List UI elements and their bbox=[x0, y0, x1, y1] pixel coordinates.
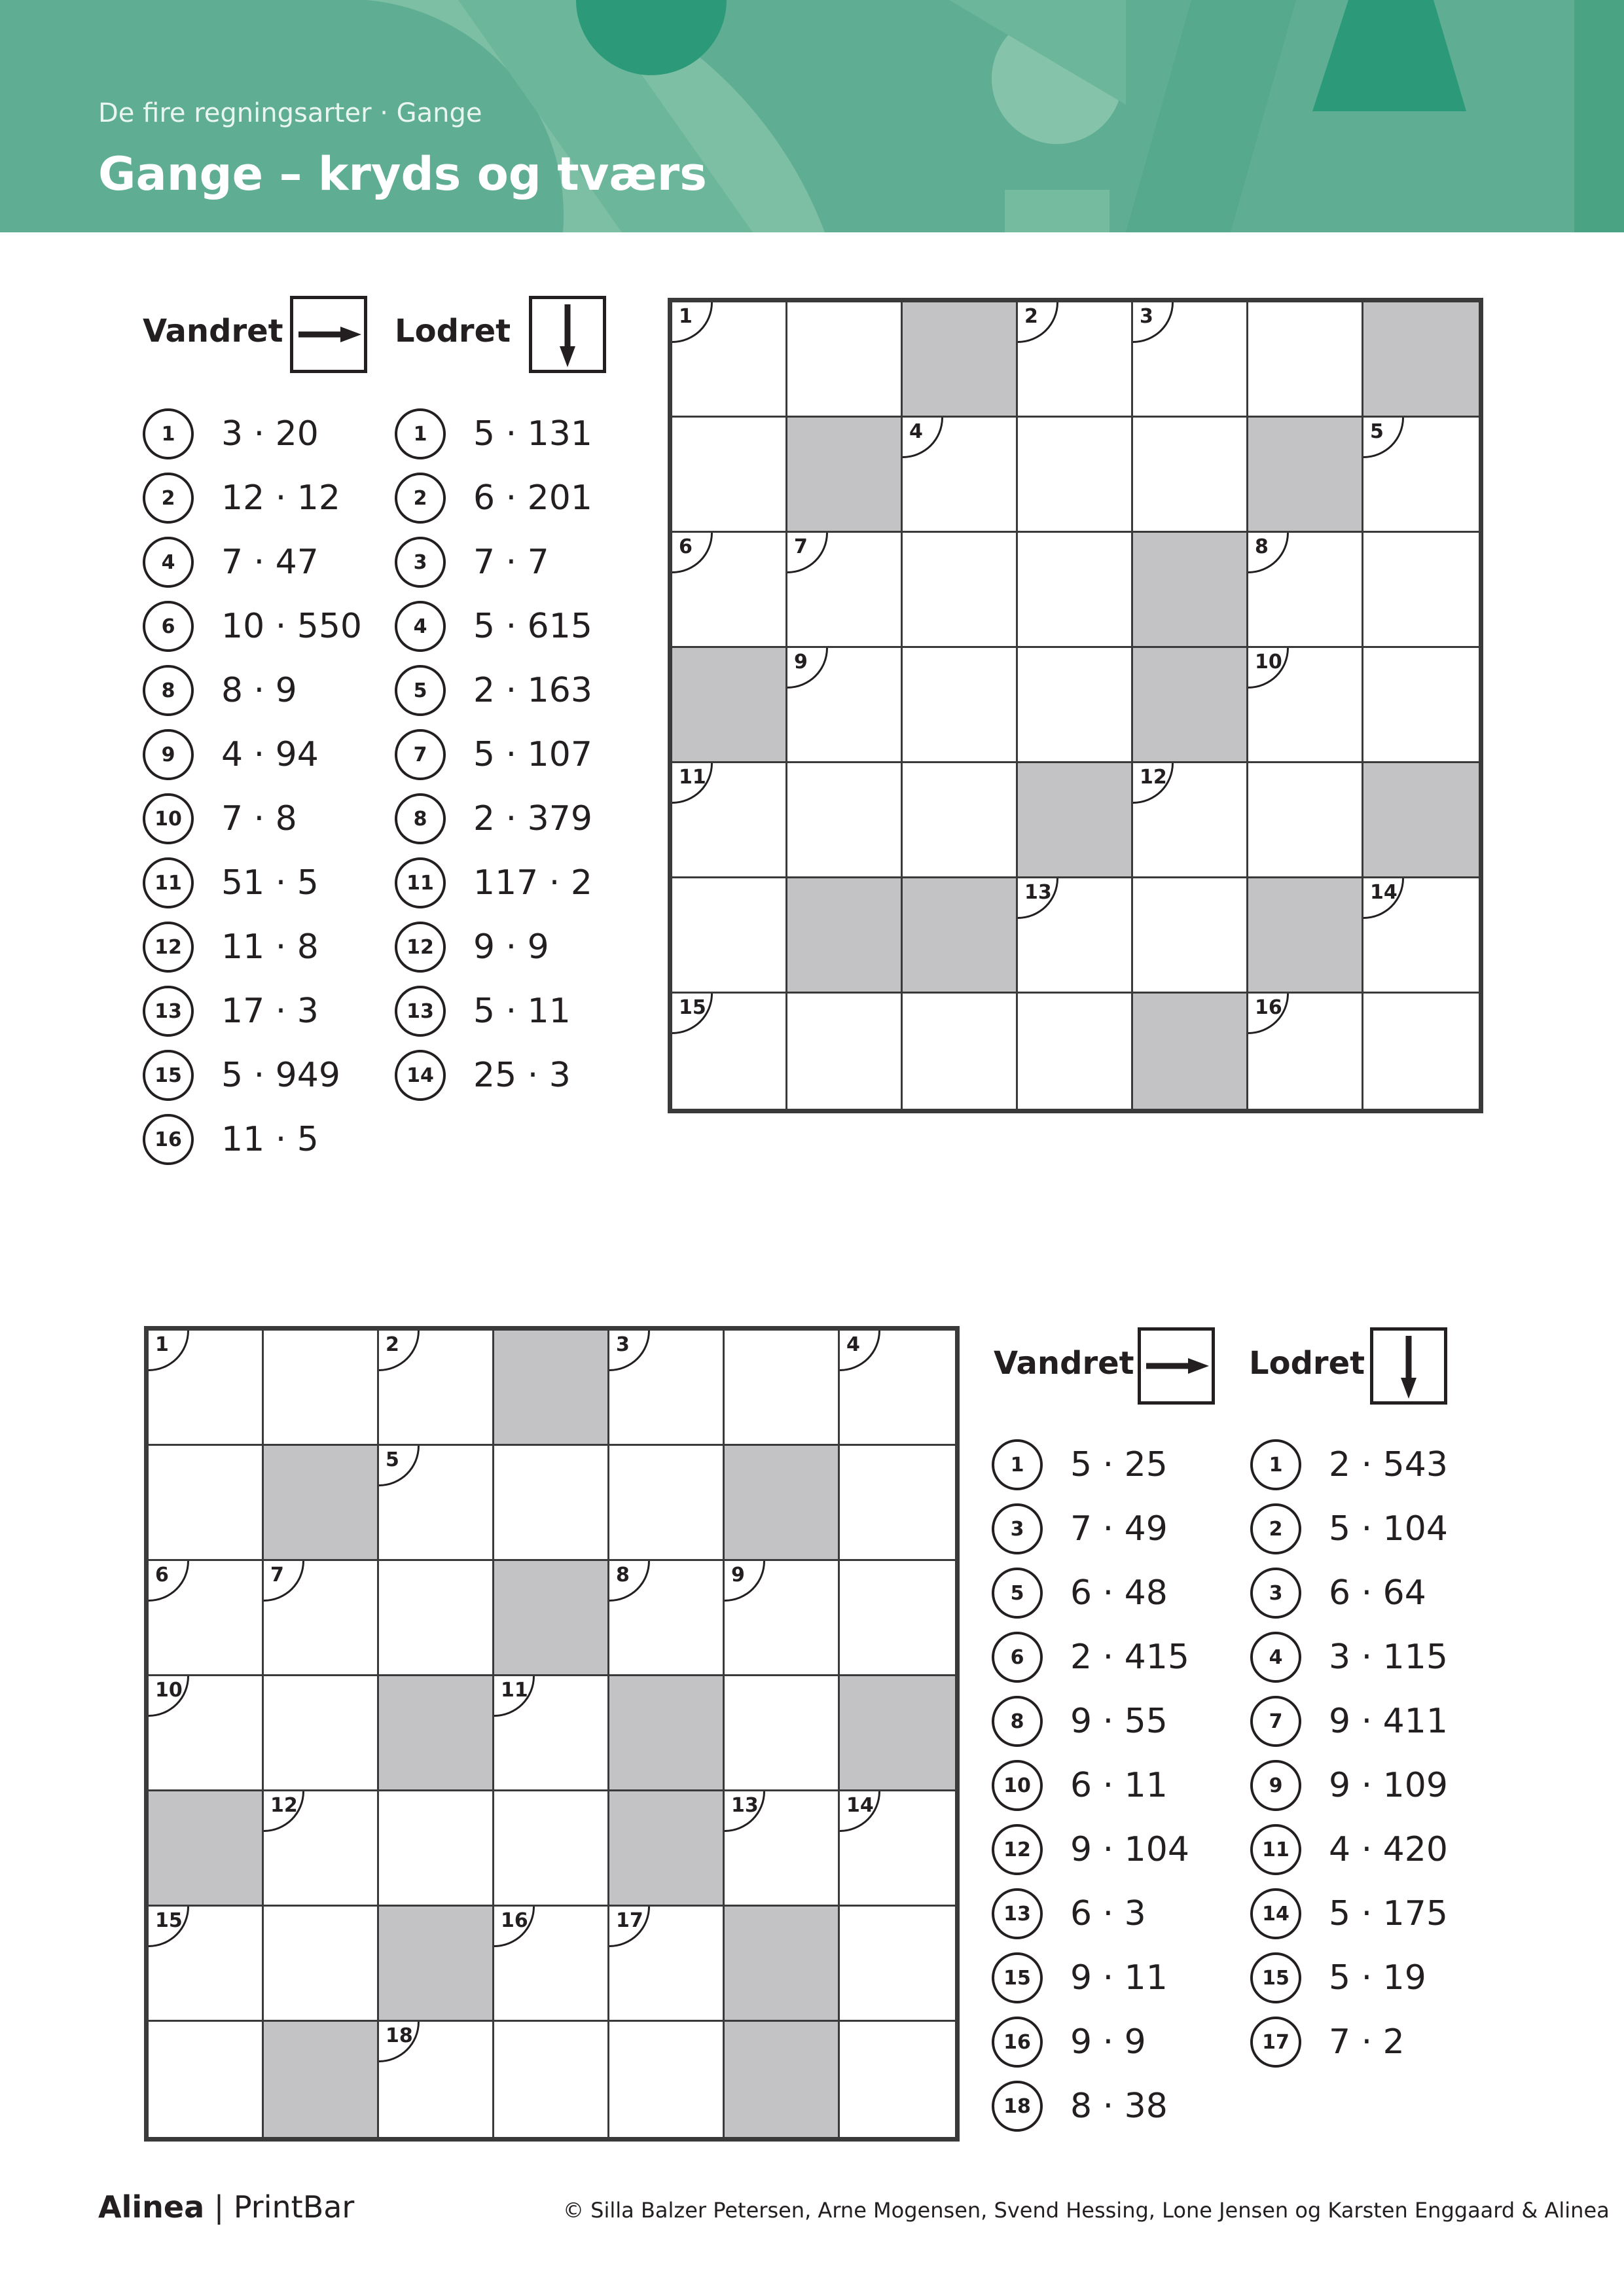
cell-number: 10 bbox=[1248, 648, 1289, 689]
clue-number: 16 bbox=[143, 1114, 194, 1165]
clue-item bbox=[1250, 1952, 1426, 2004]
clue-expression: 5 · 949 bbox=[221, 1056, 340, 1095]
clue-item bbox=[992, 1952, 1168, 2004]
grid-cell[interactable] bbox=[609, 2022, 725, 2137]
grid-cell[interactable] bbox=[494, 1676, 609, 1791]
clue-item bbox=[143, 728, 319, 781]
clue-expression: 17 · 3 bbox=[221, 992, 319, 1031]
clue-number: 13 bbox=[143, 986, 194, 1037]
grid-cell[interactable] bbox=[494, 2022, 609, 2137]
clue-number: 4 bbox=[1250, 1632, 1301, 1683]
clue-number: 7 bbox=[395, 729, 446, 780]
clue-expression: 2 · 415 bbox=[1070, 1638, 1189, 1677]
clue-expression: 5 · 19 bbox=[1329, 1958, 1426, 1998]
cell-number: 6 bbox=[672, 533, 713, 573]
clue-number: 14 bbox=[395, 1050, 446, 1101]
clue-expression: 7 · 7 bbox=[473, 543, 549, 582]
clue-expression: 7 · 2 bbox=[1329, 2022, 1405, 2062]
clue-item bbox=[395, 921, 549, 973]
clue-expression: 7 · 8 bbox=[221, 799, 297, 838]
clue-item bbox=[1250, 2016, 1405, 2068]
clue-number: 9 bbox=[1250, 1760, 1301, 1811]
grid-cell-blocked bbox=[903, 878, 1018, 994]
clue-expression: 9 · 9 bbox=[473, 927, 549, 967]
clue-expression: 6 · 64 bbox=[1329, 1573, 1426, 1613]
grid-cell[interactable] bbox=[840, 1791, 955, 1907]
grid-cell[interactable] bbox=[379, 1331, 494, 1446]
clue-number: 15 bbox=[143, 1050, 194, 1101]
clue-expression: 5 · 615 bbox=[473, 607, 592, 646]
clue-item bbox=[1250, 1695, 1448, 1748]
grid-cell[interactable] bbox=[1018, 994, 1133, 1109]
clue-item bbox=[395, 536, 549, 588]
cell-number: 4 bbox=[903, 418, 943, 458]
clue-expression: 5 · 107 bbox=[473, 735, 592, 774]
grid-cell[interactable] bbox=[787, 533, 903, 648]
clue-number: 12 bbox=[395, 922, 446, 973]
cell-number: 17 bbox=[609, 1907, 650, 1947]
clue-expression: 7 · 49 bbox=[1070, 1509, 1168, 1549]
clue-expression: 9 · 109 bbox=[1329, 1766, 1448, 1805]
footer-brand bbox=[98, 2189, 354, 2225]
page-title: Gange – kryds og tværs bbox=[98, 147, 707, 201]
cell-number: 2 bbox=[1018, 302, 1058, 343]
clue-item bbox=[992, 1823, 1189, 1876]
puzzle2-grid bbox=[144, 1326, 960, 2142]
grid-cell[interactable] bbox=[672, 418, 787, 533]
grid-cell[interactable] bbox=[1133, 763, 1248, 878]
grid-cell[interactable] bbox=[672, 763, 787, 878]
cell-number: 8 bbox=[609, 1561, 650, 1602]
grid-cell-blocked bbox=[1248, 878, 1363, 994]
grid-cell-blocked bbox=[609, 1676, 725, 1791]
grid-cell-blocked bbox=[494, 1561, 609, 1676]
cell-number: 9 bbox=[725, 1561, 765, 1602]
grid-cell-blocked bbox=[787, 418, 903, 533]
grid-cell-blocked bbox=[1133, 533, 1248, 648]
grid-cell[interactable] bbox=[149, 1907, 264, 2022]
cell-number: 16 bbox=[494, 1907, 535, 1947]
copyright-text: © Silla Balzer Petersen, Arne Mogensen, Svend Hessing, Lone Jensen og Karsten Enggaard & Alinea bbox=[563, 2198, 1610, 2223]
clue-expression: 7 · 47 bbox=[221, 543, 319, 582]
clue-item bbox=[992, 1695, 1168, 1748]
clue-number: 9 bbox=[143, 729, 194, 780]
grid-cell[interactable] bbox=[1248, 994, 1363, 1109]
grid-cell[interactable] bbox=[264, 1907, 379, 2022]
grid-cell[interactable] bbox=[494, 1907, 609, 2022]
grid-cell[interactable] bbox=[264, 1791, 379, 1907]
clue-expression: 9 · 55 bbox=[1070, 1702, 1168, 1741]
down-arrow-icon bbox=[529, 296, 606, 373]
cell-number: 12 bbox=[264, 1791, 304, 1832]
clue-expression: 6 · 11 bbox=[1070, 1766, 1168, 1805]
clue-item bbox=[143, 1113, 319, 1166]
clue-item bbox=[395, 857, 592, 909]
clue-number: 18 bbox=[992, 2081, 1043, 2132]
clue-item bbox=[395, 408, 592, 460]
clue-number: 16 bbox=[992, 2017, 1043, 2068]
grid-cell[interactable] bbox=[609, 1561, 725, 1676]
clue-item bbox=[143, 985, 319, 1037]
grid-cell[interactable] bbox=[1363, 994, 1479, 1109]
clue-item bbox=[992, 1759, 1168, 1812]
clue-number: 6 bbox=[992, 1632, 1043, 1683]
grid-cell[interactable] bbox=[725, 1331, 840, 1446]
grid-cell[interactable] bbox=[1133, 878, 1248, 994]
clue-item bbox=[1250, 1888, 1448, 1940]
grid-cell[interactable] bbox=[379, 1561, 494, 1676]
clue-number: 13 bbox=[395, 986, 446, 1037]
clue-number: 6 bbox=[143, 601, 194, 652]
clue-expression: 6 · 201 bbox=[473, 478, 592, 518]
cell-number: 6 bbox=[149, 1561, 189, 1602]
clue-expression: 2 · 163 bbox=[473, 671, 592, 710]
clue-expression: 6 · 3 bbox=[1070, 1894, 1146, 1933]
cell-number: 12 bbox=[1133, 763, 1174, 804]
grid-cell[interactable] bbox=[787, 648, 903, 763]
grid-cell[interactable] bbox=[609, 1907, 725, 2022]
down-arrow-icon bbox=[1370, 1327, 1447, 1405]
clue-item bbox=[992, 1503, 1168, 1555]
grid-cell-blocked bbox=[840, 1676, 955, 1791]
grid-cell[interactable] bbox=[494, 1446, 609, 1561]
clue-number: 17 bbox=[1250, 2017, 1301, 2068]
cell-number: 14 bbox=[840, 1791, 880, 1832]
clue-number: 11 bbox=[1250, 1824, 1301, 1875]
clue-number: 3 bbox=[992, 1503, 1043, 1554]
clue-item bbox=[143, 793, 297, 845]
cell-number: 2 bbox=[379, 1331, 420, 1371]
clue-item bbox=[143, 536, 319, 588]
grid-cell[interactable] bbox=[672, 994, 787, 1109]
clue-expression: 5 · 131 bbox=[473, 414, 592, 454]
cell-number: 14 bbox=[1363, 878, 1404, 919]
clue-expression: 3 · 115 bbox=[1329, 1638, 1448, 1677]
clue-number: 14 bbox=[1250, 1888, 1301, 1939]
clue-expression: 3 · 20 bbox=[221, 414, 319, 454]
grid-cell-blocked bbox=[379, 1676, 494, 1791]
clue-number: 1 bbox=[1250, 1439, 1301, 1490]
clue-number: 2 bbox=[143, 473, 194, 524]
clue-number: 8 bbox=[992, 1696, 1043, 1747]
clue-expression: 117 · 2 bbox=[473, 863, 592, 903]
clue-number: 2 bbox=[395, 473, 446, 524]
header-banner bbox=[0, 0, 1624, 232]
cell-number: 5 bbox=[1363, 418, 1404, 458]
clue-number: 4 bbox=[395, 601, 446, 652]
grid-cell[interactable] bbox=[787, 302, 903, 418]
clue-expression: 12 · 12 bbox=[221, 478, 340, 518]
clue-item bbox=[395, 1049, 571, 1102]
grid-cell[interactable] bbox=[264, 1331, 379, 1446]
cell-number: 8 bbox=[1248, 533, 1289, 573]
clue-expression: 10 · 550 bbox=[221, 607, 363, 646]
clue-item bbox=[143, 921, 319, 973]
grid-cell[interactable] bbox=[609, 1446, 725, 1561]
clue-item bbox=[395, 472, 592, 524]
clue-expression: 9 · 104 bbox=[1070, 1830, 1189, 1869]
grid-cell[interactable] bbox=[264, 1676, 379, 1791]
clue-number: 1 bbox=[992, 1439, 1043, 1490]
clue-expression: 9 · 11 bbox=[1070, 1958, 1168, 1998]
grid-cell[interactable] bbox=[1363, 878, 1479, 994]
grid-cell[interactable] bbox=[1248, 533, 1363, 648]
section-subtitle: De fire regningsarter · Gange bbox=[98, 98, 482, 128]
clue-expression: 25 · 3 bbox=[473, 1056, 571, 1095]
cell-number: 7 bbox=[787, 533, 828, 573]
grid-cell-blocked bbox=[1363, 302, 1479, 418]
grid-cell[interactable] bbox=[379, 2022, 494, 2137]
grid-cell[interactable] bbox=[264, 1561, 379, 1676]
puzzle1-grid bbox=[668, 298, 1483, 1113]
grid-cell[interactable] bbox=[494, 1791, 609, 1907]
grid-cell-blocked bbox=[725, 1446, 840, 1561]
cell-number: 11 bbox=[494, 1676, 535, 1717]
clue-expression: 5 · 175 bbox=[1329, 1894, 1448, 1933]
cell-number: 11 bbox=[672, 763, 713, 804]
cell-number: 1 bbox=[672, 302, 713, 343]
clue-item bbox=[1250, 1759, 1448, 1812]
cell-number: 3 bbox=[1133, 302, 1174, 343]
grid-cell-blocked bbox=[1248, 418, 1363, 533]
grid-cell[interactable] bbox=[840, 2022, 955, 2137]
clue-number: 3 bbox=[1250, 1568, 1301, 1619]
grid-cell-blocked bbox=[609, 1791, 725, 1907]
down-label: Lodret bbox=[395, 313, 511, 350]
cell-number: 13 bbox=[1018, 878, 1058, 919]
grid-cell-blocked bbox=[1018, 763, 1133, 878]
cell-number: 10 bbox=[149, 1676, 189, 1717]
grid-cell[interactable] bbox=[1248, 648, 1363, 763]
grid-cell[interactable] bbox=[903, 648, 1018, 763]
grid-cell-blocked bbox=[379, 1907, 494, 2022]
grid-cell-blocked bbox=[1133, 994, 1248, 1109]
cell-number: 1 bbox=[149, 1331, 189, 1371]
clue-expression: 11 · 5 bbox=[221, 1120, 319, 1159]
clue-item bbox=[395, 793, 592, 845]
grid-cell[interactable] bbox=[840, 1331, 955, 1446]
clue-item bbox=[992, 2080, 1168, 2132]
grid-cell-blocked bbox=[903, 302, 1018, 418]
clue-number: 15 bbox=[992, 1952, 1043, 2003]
grid-cell-blocked bbox=[264, 1446, 379, 1561]
grid-cell[interactable] bbox=[903, 994, 1018, 1109]
clue-item bbox=[1250, 1567, 1426, 1619]
grid-cell[interactable] bbox=[840, 1561, 955, 1676]
clue-number: 10 bbox=[143, 793, 194, 844]
clue-item bbox=[992, 1888, 1146, 1940]
clue-item bbox=[395, 664, 592, 717]
grid-cell[interactable] bbox=[1248, 302, 1363, 418]
clue-item bbox=[143, 472, 340, 524]
grid-cell-blocked bbox=[264, 2022, 379, 2137]
clue-expression: 4 · 420 bbox=[1329, 1830, 1448, 1869]
down-label: Lodret bbox=[1249, 1345, 1365, 1382]
clue-expression: 5 · 11 bbox=[473, 992, 571, 1031]
cell-number: 5 bbox=[379, 1446, 420, 1486]
clue-number: 12 bbox=[143, 922, 194, 973]
grid-cell[interactable] bbox=[149, 1331, 264, 1446]
clue-item bbox=[1250, 1631, 1448, 1683]
grid-cell-blocked bbox=[787, 878, 903, 994]
clue-number: 11 bbox=[395, 857, 446, 908]
clue-number: 1 bbox=[143, 408, 194, 459]
grid-cell[interactable] bbox=[672, 533, 787, 648]
grid-cell[interactable] bbox=[725, 1791, 840, 1907]
clue-item bbox=[143, 1049, 340, 1102]
grid-cell-blocked bbox=[494, 1331, 609, 1446]
grid-cell-blocked bbox=[672, 648, 787, 763]
grid-cell[interactable] bbox=[787, 994, 903, 1109]
grid-cell[interactable] bbox=[1018, 302, 1133, 418]
clue-number: 5 bbox=[992, 1568, 1043, 1619]
right-arrow-icon bbox=[1138, 1327, 1215, 1405]
clue-number: 5 bbox=[395, 665, 446, 716]
clue-expression: 5 · 104 bbox=[1329, 1509, 1448, 1549]
grid-cell-blocked bbox=[149, 1791, 264, 1907]
grid-cell[interactable] bbox=[725, 1561, 840, 1676]
clue-item bbox=[395, 985, 571, 1037]
grid-cell[interactable] bbox=[1363, 648, 1479, 763]
grid-cell[interactable] bbox=[1248, 763, 1363, 878]
grid-cell-blocked bbox=[1133, 648, 1248, 763]
clue-item bbox=[143, 857, 319, 909]
grid-cell[interactable] bbox=[1018, 648, 1133, 763]
clue-expression: 5 · 25 bbox=[1070, 1445, 1168, 1484]
clue-item bbox=[395, 728, 592, 781]
brand-separator: | bbox=[204, 2189, 234, 2225]
clue-item bbox=[992, 1567, 1168, 1619]
clue-item bbox=[992, 2016, 1146, 2068]
clue-expression: 4 · 94 bbox=[221, 735, 319, 774]
clue-item bbox=[143, 408, 319, 460]
across-label: Vandret bbox=[994, 1345, 1134, 1382]
clue-expression: 9 · 411 bbox=[1329, 1702, 1448, 1741]
clue-expression: 9 · 9 bbox=[1070, 2022, 1146, 2062]
grid-cell[interactable] bbox=[1133, 302, 1248, 418]
grid-cell[interactable] bbox=[903, 418, 1018, 533]
grid-cell[interactable] bbox=[1018, 418, 1133, 533]
cell-number: 3 bbox=[609, 1331, 650, 1371]
clue-number: 2 bbox=[1250, 1503, 1301, 1554]
grid-cell[interactable] bbox=[840, 1446, 955, 1561]
clue-item bbox=[992, 1439, 1168, 1491]
clue-expression: 2 · 543 bbox=[1329, 1445, 1448, 1484]
cell-number: 15 bbox=[672, 994, 713, 1034]
clue-number: 12 bbox=[992, 1824, 1043, 1875]
grid-cell-blocked bbox=[1363, 763, 1479, 878]
clue-number: 1 bbox=[395, 408, 446, 459]
grid-cell-blocked bbox=[725, 2022, 840, 2137]
clue-number: 13 bbox=[992, 1888, 1043, 1939]
clue-number: 10 bbox=[992, 1760, 1043, 1811]
grid-cell[interactable] bbox=[1133, 418, 1248, 533]
clue-number: 4 bbox=[143, 537, 194, 588]
brand-product: PrintBar bbox=[233, 2189, 355, 2225]
clue-item bbox=[1250, 1503, 1448, 1555]
grid-cell[interactable] bbox=[149, 2022, 264, 2137]
across-label: Vandret bbox=[143, 313, 283, 350]
clue-item bbox=[143, 600, 362, 653]
brand-name: Alinea bbox=[98, 2189, 205, 2225]
grid-cell-blocked bbox=[725, 1907, 840, 2022]
grid-cell[interactable] bbox=[840, 1907, 955, 2022]
clue-expression: 2 · 379 bbox=[473, 799, 592, 838]
clue-number: 15 bbox=[1250, 1952, 1301, 2003]
grid-cell[interactable] bbox=[1363, 533, 1479, 648]
grid-cell[interactable] bbox=[1018, 533, 1133, 648]
right-arrow-icon bbox=[290, 296, 367, 373]
grid-cell[interactable] bbox=[903, 533, 1018, 648]
cell-number: 13 bbox=[725, 1791, 765, 1832]
grid-cell[interactable] bbox=[149, 1446, 264, 1561]
cell-number: 9 bbox=[787, 648, 828, 689]
clue-item bbox=[143, 664, 297, 717]
clue-number: 7 bbox=[1250, 1696, 1301, 1747]
grid-cell[interactable] bbox=[787, 763, 903, 878]
cell-number: 4 bbox=[840, 1331, 880, 1371]
clue-item bbox=[1250, 1439, 1448, 1491]
grid-cell[interactable] bbox=[1363, 418, 1479, 533]
clue-number: 8 bbox=[395, 793, 446, 844]
grid-cell[interactable] bbox=[725, 1676, 840, 1791]
cell-number: 7 bbox=[264, 1561, 304, 1602]
clue-item bbox=[992, 1631, 1189, 1683]
clue-number: 8 bbox=[143, 665, 194, 716]
cell-number: 16 bbox=[1248, 994, 1289, 1034]
clue-number: 3 bbox=[395, 537, 446, 588]
clue-expression: 51 · 5 bbox=[221, 863, 319, 903]
grid-cell[interactable] bbox=[609, 1331, 725, 1446]
grid-cell[interactable] bbox=[903, 763, 1018, 878]
grid-cell[interactable] bbox=[149, 1676, 264, 1791]
cell-number: 15 bbox=[149, 1907, 189, 1947]
grid-cell[interactable] bbox=[149, 1561, 264, 1676]
clue-item bbox=[395, 600, 592, 653]
grid-cell[interactable] bbox=[379, 1791, 494, 1907]
grid-cell[interactable] bbox=[672, 878, 787, 994]
grid-cell[interactable] bbox=[1018, 878, 1133, 994]
clue-item bbox=[1250, 1823, 1448, 1876]
grid-cell[interactable] bbox=[379, 1446, 494, 1561]
clue-expression: 8 · 38 bbox=[1070, 2087, 1168, 2126]
clue-number: 11 bbox=[143, 857, 194, 908]
clue-expression: 8 · 9 bbox=[221, 671, 297, 710]
cell-number: 18 bbox=[379, 2022, 420, 2062]
clue-expression: 6 · 48 bbox=[1070, 1573, 1168, 1613]
grid-cell[interactable] bbox=[672, 302, 787, 418]
clue-expression: 11 · 8 bbox=[221, 927, 319, 967]
